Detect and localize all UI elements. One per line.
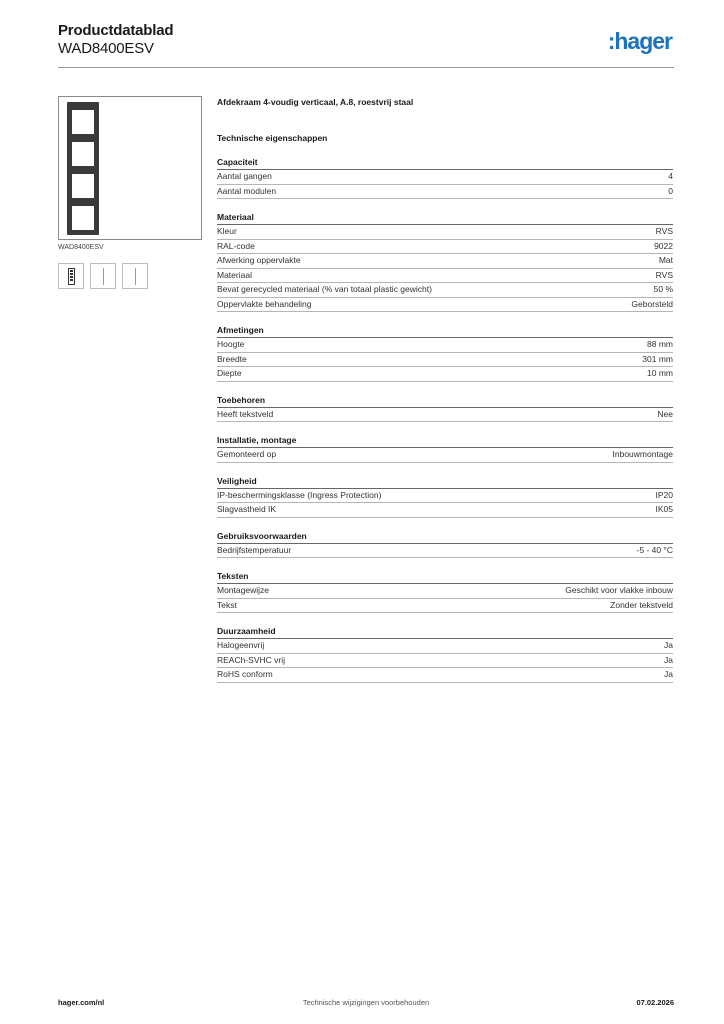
spec-value: Zonder tekstveld (610, 599, 673, 610)
spec-value: Mat (658, 255, 673, 265)
spec-label: REACh-SVHC vrij (217, 654, 286, 665)
header-divider (58, 67, 674, 68)
spec-row (217, 668, 673, 683)
spec-group-title: Toebehoren (217, 394, 673, 408)
spec-label: Kleur (217, 226, 237, 236)
spec-row (217, 254, 673, 269)
spec-label: Tekst (217, 599, 237, 610)
spec-label: Afwerking oppervlakte (217, 255, 301, 265)
spec-group-title: Veiligheid (217, 475, 673, 489)
spec-label: Bevat gerecycled materiaal (% van totaal plastic gewicht) (217, 284, 432, 294)
spec-group (217, 475, 673, 518)
product-description: Afdekraam 4-voudig verticaal, A.8, roestvrij staal (217, 97, 414, 107)
spec-group (217, 434, 673, 463)
spec-row (217, 298, 673, 313)
image-caption: WAD8400ESV (58, 244, 104, 251)
spec-row (217, 338, 673, 353)
spec-group (217, 394, 673, 423)
spec-row (217, 225, 673, 240)
spec-label: Gemonteerd op (217, 449, 277, 459)
frame-thumb-icon[interactable] (58, 263, 84, 289)
page-header (58, 22, 674, 68)
spec-row (217, 269, 673, 284)
hager-logo: :hager (607, 28, 672, 54)
spec-value: 0 (668, 185, 673, 196)
spec-group (217, 156, 673, 199)
spec-label: IP-beschermingsklasse (Ingress Protection) (217, 489, 382, 500)
spec-group (217, 570, 673, 613)
spec-group-title: Installatie, montage (217, 434, 673, 448)
spec-label: Slagvastheid IK (217, 504, 277, 514)
technical-heading: Technische eigenschappen (217, 133, 328, 143)
spec-label: Breedte (217, 353, 247, 364)
spec-label: Diepte (217, 368, 242, 378)
spec-row (217, 367, 673, 382)
footer-date: 07.02.2026 (636, 998, 674, 1007)
spec-row (217, 599, 673, 614)
spec-value: 88 mm (647, 339, 673, 349)
product-details (217, 96, 673, 695)
spec-value: Ja (664, 654, 673, 665)
spec-row (217, 584, 673, 599)
spec-value: 4 (668, 171, 673, 181)
spec-value: 301 mm (642, 353, 673, 364)
spec-group-title: Gebruiksvoorwaarden (217, 530, 673, 544)
spec-value: Geschikt voor vlakke inbouw (565, 585, 673, 595)
spec-label: Aantal modulen (217, 185, 277, 196)
spec-row (217, 283, 673, 298)
spec-group-title: Materiaal (217, 211, 673, 225)
product-code: WAD8400ESV (58, 40, 154, 57)
spec-row (217, 408, 673, 423)
spec-label: Heeft tekstveld (217, 408, 274, 419)
side-view-thumb-icon[interactable] (122, 263, 148, 289)
spec-row (217, 489, 673, 504)
spec-value: IP20 (655, 489, 673, 500)
spec-row (217, 185, 673, 200)
spec-label: RoHS conform (217, 669, 273, 679)
spec-group-title: Capaciteit (217, 156, 673, 170)
spec-group (217, 211, 673, 312)
spec-label: Bedrijfstemperatuur (217, 544, 292, 555)
spec-group (217, 625, 673, 683)
spec-row (217, 654, 673, 669)
spec-row (217, 639, 673, 654)
product-image[interactable] (58, 96, 202, 240)
spec-label: Materiaal (217, 269, 252, 280)
spec-value: -5 - 40 °C (636, 544, 673, 555)
thumbnail-strip (58, 263, 203, 289)
spec-groups (217, 156, 673, 683)
spec-value: RVS (655, 269, 673, 280)
side-view-thumb-icon[interactable] (90, 263, 116, 289)
spec-group-title: Teksten (217, 570, 673, 584)
spec-value: 9022 (654, 240, 673, 251)
spec-value: IK05 (655, 504, 673, 514)
spec-label: Hoogte (217, 339, 245, 349)
spec-label: Montagewijze (217, 585, 269, 595)
spec-row (217, 503, 673, 518)
spec-value: RVS (655, 226, 673, 236)
spec-value: Ja (664, 640, 673, 650)
spec-group (217, 530, 673, 559)
spec-value: Ja (664, 669, 673, 679)
spec-value: Inbouwmontage (612, 449, 673, 459)
spec-row (217, 448, 673, 463)
spec-row (217, 353, 673, 368)
spec-group (217, 324, 673, 382)
spec-label: Aantal gangen (217, 171, 272, 181)
spec-value: Geborsteld (631, 298, 673, 309)
spec-row (217, 544, 673, 559)
spec-label: RAL-code (217, 240, 255, 251)
footer-website[interactable]: hager.com/nl (58, 998, 105, 1007)
spec-value: Nee (657, 408, 673, 419)
frame-4-fold-vertical-icon (67, 102, 99, 235)
spec-value: 50 % (653, 284, 673, 294)
spec-row (217, 170, 673, 185)
spec-value: 10 mm (647, 368, 673, 378)
spec-group-title: Afmetingen (217, 324, 673, 338)
spec-label: Halogeenvrij (217, 640, 265, 650)
spec-row (217, 240, 673, 255)
spec-label: Oppervlakte behandeling (217, 298, 312, 309)
footer-disclaimer: Technische wijzigingen voorbehouden (302, 998, 430, 1007)
page-title: Productdatablad (58, 22, 174, 39)
spec-group-title: Duurzaamheid (217, 625, 673, 639)
product-images (58, 96, 203, 289)
